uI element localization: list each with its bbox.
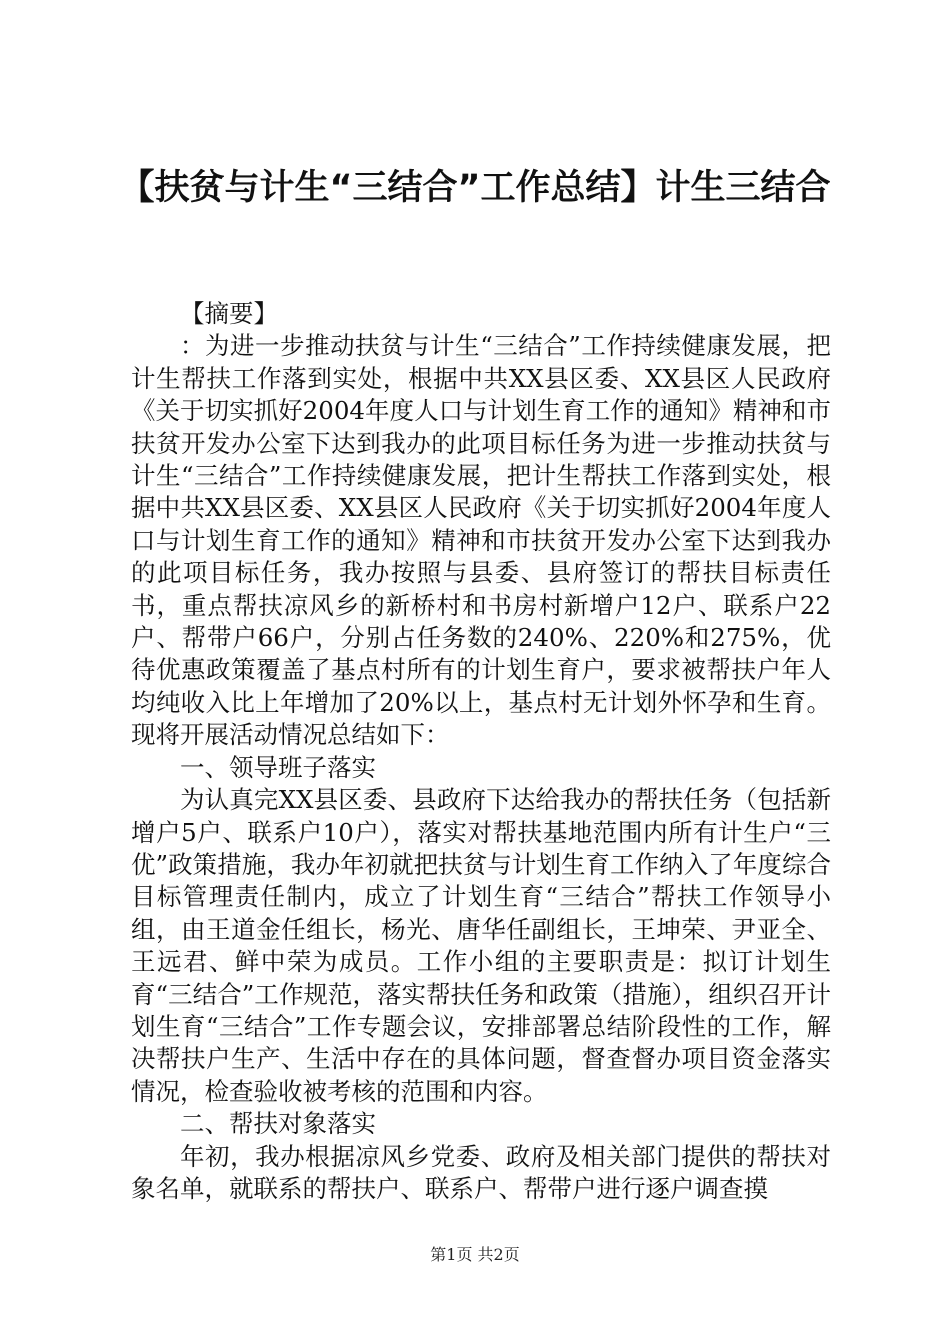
section-heading-1: 一、领导班子落实 (180, 752, 376, 782)
abstract-label: 【摘要】 (180, 299, 278, 328)
section-heading-2: 二、帮扶对象落实 (180, 1109, 376, 1139)
page-footer: 第1页 共2页 (430, 1245, 520, 1264)
document-title: 【扶贫与计生“三结合”工作总结】计生三结合 (119, 168, 831, 208)
paragraph-section-1: 为认真完XX县区委、县政府下达给我办的帮扶任务（包括新增户5户、联系户10户），落实对帮扶基地范围内所有计生户“三优”政策措施，我办年初就把扶贫与计划生育工作纳入了年度综合目标管理责任制内，成立了计划生育“三结合”帮扶工作领导小组，由王道金任组长，杨光、唐华任副组长，王坤荣、尹亚全、王远君、鲜中荣为成员。工作小组的主要职责是：拟订计划生育“三结合”工作规范，落实帮扶任务和政策（措施），组织召开计划生育“三结合”工作专题会议，安排部署总结阶段性的工作，解决帮扶户生产、生活中存在的具体问题，督查督办项目资金落实情况，检查验收被考核的范围和内容。 (131, 785, 831, 1106)
document-body (131, 298, 831, 1205)
paragraph-intro: ：为进一步推动扶贫与计生“三结合”工作持续健康发展，把计生帮扶工作落到实处，根据中共XX县区委、XX县区人民政府《关于切实抓好2004年度人口与计划生育工作的通知》精神和市扶贫开发办公室下达到我办的此项目标任务为进一步推动扶贫与计生“三结合”工作持续健康发展，把计生帮扶工作落到实处，根据中共XX县区委、XX县区人民政府《关于切实抓好2004年度人口与计划生育工作的通知》精神和市扶贫开发办公室下达到我办的此项目标任务，我办按照与县委、县府签订的帮扶目标责任书，重点帮扶凉风乡的新桥村和书房村新增户12户、联系户22户、帮带户66户，分别占任务数的240%、220%和275%，优待优惠政策覆盖了基点村所有的计划生育户，要求被帮扶户年人均纯收入比上年增加了20%以上，基点村无计划外怀孕和生育。现将开展活动情况总结如下： (131, 331, 831, 750)
paragraph-section-2: 年初，我办根据凉风乡党委、政府及相关部门提供的帮扶对象名单，就联系的帮扶户、联系户、帮带户进行逐户调查摸 (131, 1141, 831, 1203)
